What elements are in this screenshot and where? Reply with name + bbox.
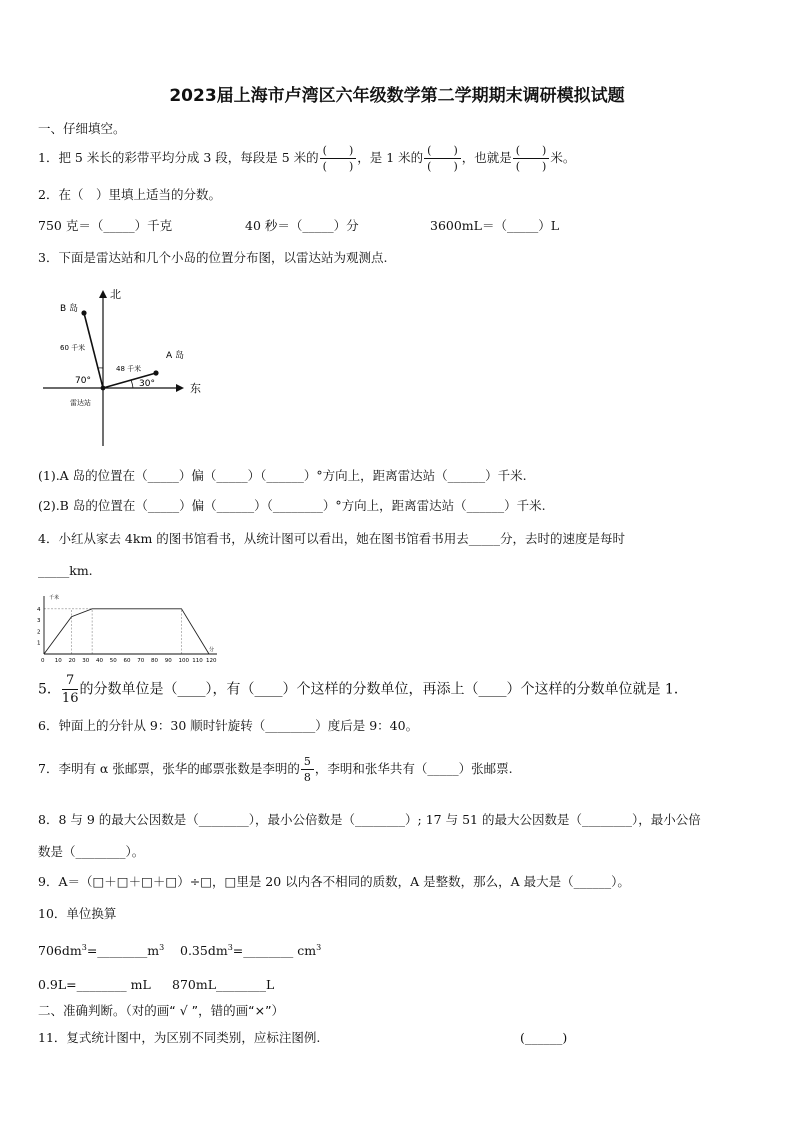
question-10-stem: 10．单位换算 (38, 906, 117, 921)
a-island-point (153, 370, 158, 375)
q7-text-a: 7．李明有 α 张邮票，张华的邮票张数是李明的 (38, 761, 300, 776)
q1-text-d: 米。 (550, 150, 576, 165)
section-1-heading: 一、仔细填空。 (38, 121, 126, 136)
q1-fraction-3[interactable]: $\frac{( )}{( )}$ (513, 145, 550, 172)
north-arrow-icon (99, 290, 107, 298)
chart-x-tick-label: 30 (82, 658, 90, 664)
question-3-stem: 3．下面是雷达站和几个小岛的位置分布图，以雷达站为观测点. (38, 250, 388, 265)
question-6[interactable]: 6．钟面上的分针从 9：30 顺时针旋转（________）度后是 9：40。 (38, 718, 419, 733)
chart-x-tick-label: 120 (206, 658, 217, 664)
question-10-d[interactable]: 870mL________L (172, 977, 275, 992)
b-island-point (81, 310, 86, 315)
chart-x-tick-label: 20 (68, 658, 76, 664)
q1-text-a: 1．把 5 米长的彩带平均分成 3 段，每段是 5 米的 (38, 150, 319, 165)
chart-y-axis-label: 千米 (49, 595, 60, 601)
chart-x-tick-label: 0 (41, 658, 45, 664)
b-angle-label: 70° (75, 376, 91, 386)
chart-y-tick-label: 2 (37, 629, 41, 636)
q1-fraction-2[interactable]: $\frac{( )}{( )}$ (424, 145, 461, 172)
question-8-line-2[interactable]: 数是（________）。 (38, 844, 145, 859)
question-10-c[interactable]: 0.9L=________ mL (38, 977, 151, 992)
question-3-sub-1[interactable]: (1).A 岛的位置在（_____）偏（_____）（______）°方向上，距离雷达站（______）千米. (38, 468, 527, 483)
radar-station-point (101, 386, 106, 391)
q5-text[interactable]: 的分数单位是（____），有（____）个这样的分数单位，再添上（____）个这样的分数单位就是 1． (79, 681, 688, 698)
q5-fraction: $\frac{7}{16}$ (61, 673, 79, 706)
question-3-sub-2[interactable]: (2).B 岛的位置在（_____）偏（______）（________）°方向上，距离雷达站（______）千米. (38, 498, 546, 513)
question-9[interactable]: 9．A＝（□＋□＋□＋□）÷□，□里是 20 以内各不相同的质数，A 是整数，那么，A 最大是（______）。 (38, 874, 630, 889)
chart-y-tick-label: 3 (37, 618, 41, 625)
q1-fraction-1[interactable]: $\frac{( )}{( )}$ (320, 145, 357, 172)
chart-x-tick-label: 110 (192, 658, 203, 664)
chart-x-tick-label: 90 (164, 658, 172, 664)
east-label: 东 (190, 382, 201, 395)
a-island-label: A 岛 (166, 351, 185, 361)
q5-number: 5． (38, 681, 61, 698)
q1-text-b: ，是 1 米的 (357, 150, 424, 165)
chart-x-tick-label: 10 (54, 658, 62, 664)
question-7 (38, 756, 513, 783)
q1-text-c: ，也就是 (461, 150, 512, 165)
distance-time-chart (34, 592, 224, 664)
east-arrow-icon (176, 384, 184, 392)
question-4-line-2[interactable]: _____km. (38, 563, 93, 578)
chart-y-tick-label: 1 (37, 640, 41, 647)
section-2-heading: 二、准确判断。（对的画“ √ ”，错的画“×”） (38, 1003, 285, 1018)
question-2-b[interactable]: 40 秒＝（_____）分 (245, 218, 359, 233)
chart-x-tick-label: 60 (123, 658, 131, 664)
question-4-line-1[interactable]: 4．小红从家去 4km 的图书馆看书，从统计图可以看出，她在图书馆看书用去_____分，去时的速度是每时 (38, 531, 626, 546)
question-1 (38, 145, 575, 172)
question-10-b[interactable]: $0.35dm^3=\_\_\_\_\_\_\_\_$ $cm^3$ (180, 943, 322, 959)
chart-x-tick-label: 40 (96, 658, 103, 664)
a-distance-label: 48 千米 (116, 365, 142, 373)
chart-x-tick-label: 50 (109, 658, 117, 664)
question-10-a[interactable]: $706dm^3=\_\_\_\_\_\_\_\_m^3$ (38, 943, 165, 959)
question-5 (38, 674, 688, 705)
question-2-c[interactable]: 3600mL＝（_____）L (430, 218, 560, 233)
b-island-label: B 岛 (60, 304, 79, 314)
chart-series-line (44, 609, 209, 654)
question-8-line-1[interactable]: 8．8 与 9 的最大公因数是（________），最小公倍数是（________）; 17 与 51 的最大公因数是（________），最小公倍 (38, 812, 701, 827)
question-11-answer[interactable]: (______) (520, 1030, 568, 1045)
question-11: 11．复式统计图中，为区别不同类别，应标注图例. (38, 1030, 321, 1045)
question-2-stem: 2．在（ ）里填上适当的分数。 (38, 187, 221, 202)
chart-x-tick-label: 80 (151, 658, 158, 664)
chart-x-axis-label: 分 (209, 647, 215, 653)
north-label: 北 (110, 288, 121, 301)
chart-x-tick-label: 70 (137, 658, 145, 664)
station-label: 雷达站 (70, 399, 91, 407)
b-distance-label: 60 千米 (60, 344, 86, 352)
q7-text-b[interactable]: ，李明和张华共有（_____）张邮票. (314, 761, 513, 776)
a-angle-label: 30° (139, 379, 155, 389)
question-2-a[interactable]: 750 克＝（_____）千克 (38, 218, 173, 233)
page-title: 2023届上海市卢湾区六年级数学第二学期期末调研模拟试题 (169, 86, 625, 106)
radar-diagram (38, 284, 218, 454)
chart-x-tick-label: 100 (178, 658, 189, 664)
q7-fraction: $\frac{5}{8}$ (301, 756, 314, 783)
chart-y-tick-label: 4 (37, 606, 41, 613)
